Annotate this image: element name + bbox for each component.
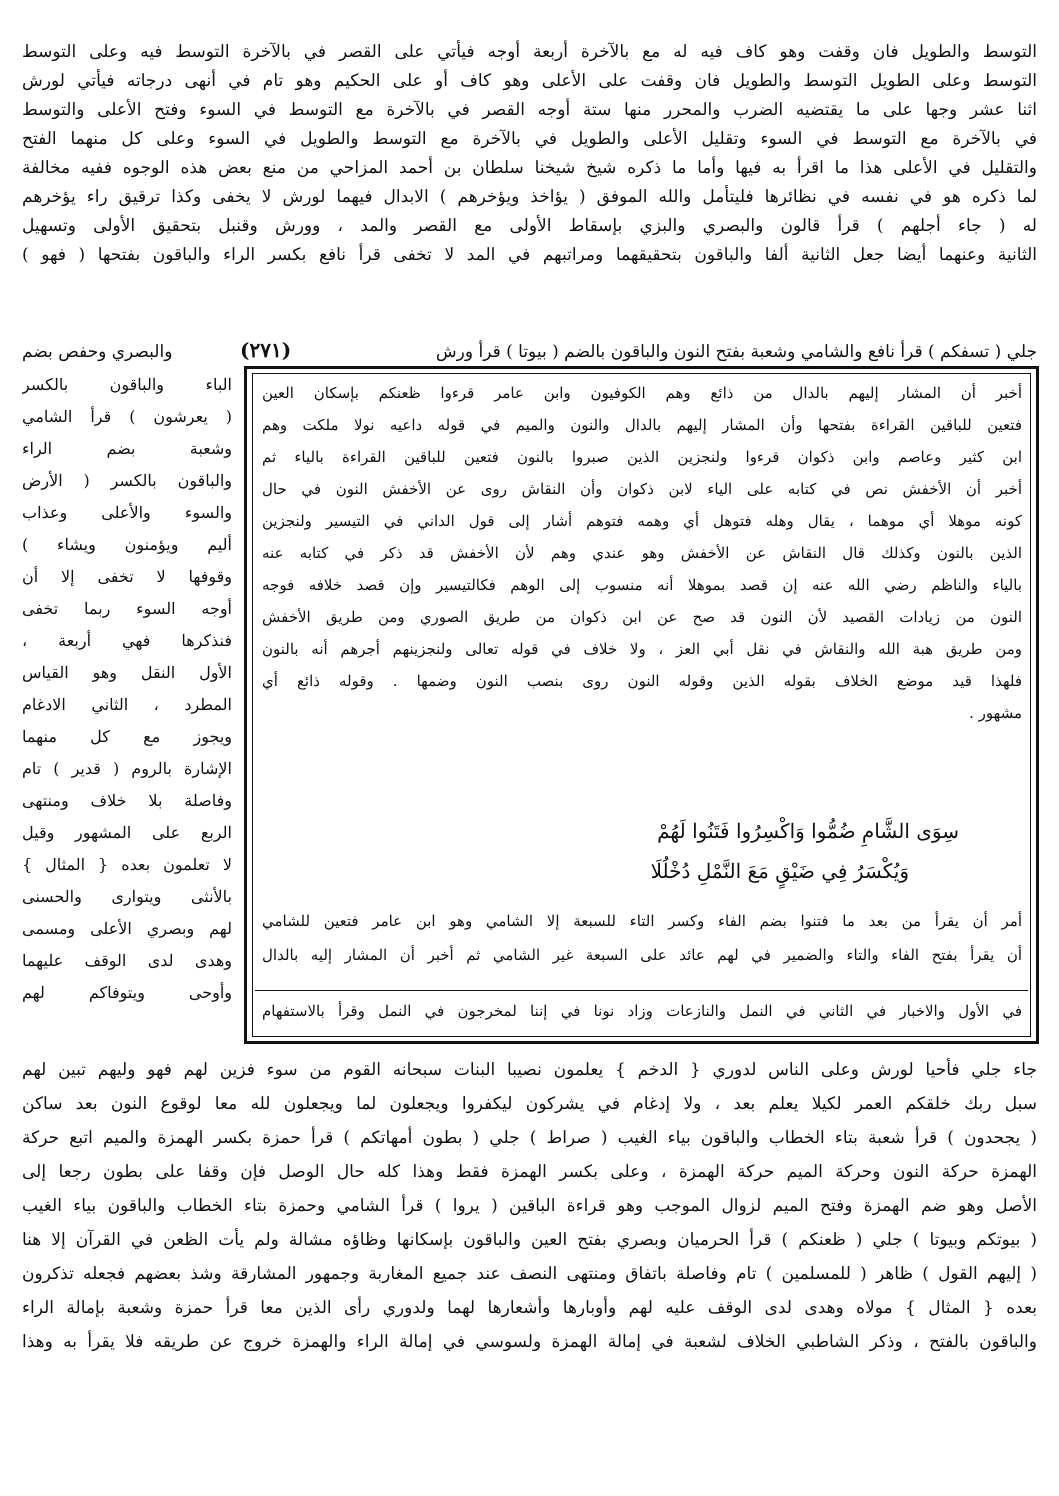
text-line: جاء جلي فأحيا لورش وعلى الناس لدوري { الدخم } يعلمون نصيبا البنات سبحانه القوم من سوء فزين لهم فهو وليهم تبين لهم (22, 1060, 1037, 1080)
poem-verse-2: وَيُكْسَرُ فِي ضَيْقٍ مَعَ النَّمْلِ دُخْلُلَا (650, 859, 909, 883)
box-divider (255, 990, 1028, 991)
box-line: كونه موهلا أي موهما ، يقال وهله فتوهل أي وهمه فتوهم أشار إلى قول الداني في التيسير ولنجزين (262, 512, 1022, 530)
side-line: بالأنثى ويتوارى والحسنى (22, 887, 232, 906)
text-line: الهمزة حركة النون وحركة الميم حركة الهمزة ، وعلى بكسر الهمزة فقط وهذا كله حال الوصل فإن وقفا على بطون رجعا إلى (22, 1162, 1037, 1182)
side-line: ويجوز مع كل منهما (22, 727, 232, 746)
page-number: (٢٧١) (240, 338, 292, 362)
side-line: أوجه السوء ربما تخفى (22, 599, 232, 618)
box-line: فتعين للباقين القراءة بفتحها وأن المشار إليهم بالدال والنون والميم في قوله داعيه نولا ملكت وهم (262, 416, 1022, 434)
box-last-line: في الأول والاخبار في الثاني في النمل والنازعات وزاد نونا في إننا لمخرجون في النمل وقرأ بالاستفهام (262, 1002, 1022, 1020)
text-line: له ( جاء أجلهم ) قرأ قالون والبصري والبزي بإسقاط الأولى مع القصر والمد ، وورش وقنبل بتحقيق الأولى وتسهيل (22, 216, 1037, 236)
side-line: وفاصلة بلا خلاف ومنتهى (22, 791, 232, 810)
box-line: أن يقرأ بفتح الفاء والتاء والضمير في لهم عائد على السبعة غير الشامي ثم أخبر أن المشار إليه بالدال (262, 946, 1022, 964)
box-line: الذين بالنون وكذلك قال النقاش عن الأخفش وهو عندي وهم لأن الأخفش قد ذكر في كتابه عنه (262, 544, 1022, 562)
text-line: ( بيوتكم وبيوتا ) جلي ( ظعنكم ) قرأ الحرميان وبصري بفتح العين والباقون بإسكانها وظاؤه مشالة ولم يأت الظعن في القرآن إلا هنا (22, 1230, 1037, 1250)
side-line: الربع على المشهور وقيل (22, 823, 232, 842)
box-line: النون من زيادات القصيد لأن النون قد صح عن ابن ذكوان من طريق الصوري ومن طريق الأخفش (262, 608, 1022, 626)
side-line: الأول النقل وهو القياس (22, 663, 232, 682)
text-line: لما ذكره هو في نفسه في نظائرها فليتأمل والله الموفق ( يؤاخذ ويؤخرهم ) الابدال فيهما لورش لا يخفى وكذا ترقيق راء يؤخرهم (22, 187, 1037, 207)
text-line: الأصل وهو ضم الهمزة وفتح الميم لزوال الموجب وهو قراءة الباقين ( يروا ) قرأ الشامي وحمزة بتاء الخطاب والباقون بياء الغيب (22, 1196, 1037, 1216)
side-line: لا تعلمون بعده { المثال } (22, 855, 232, 874)
header-left-text: والبصري وحفص بضم (22, 342, 173, 362)
box-line: ومن طريق هبة الله والنقاش في نقل أبي العز ، ولا خلاف في قوله تعالى ولنجزينهم أجرهم أنه بالنون (262, 640, 1022, 658)
box-line: أخبر أن الأخفش نص في كتابه على الياء لابن ذكوان وأن النقاش روى عن الأخفش النون في حال (262, 480, 1022, 498)
box-line: أمر أن يقرأ من بعد ما فتنوا بضم الفاء وكسر التاء للسبعة إلا الشامي وهو ابن عامر فتعين للشامي (262, 912, 1022, 930)
box-line: أخبر أن المشار إليهم بالدال من ذائع وهم الكوفيون وابن عامر قرءوا ظعنكم بإسكان العين (262, 384, 1022, 402)
side-line: وهدى لدى الوقف عليهما (22, 951, 232, 970)
text-line: الثانية وعنهما أيضا جعل الثانية ألفا والباقون بتحقيقهما ومراتبهم في المد لا تخفى قرأ نافع بكسر الراء والباقون بفتحها ( فهو ) (22, 245, 1037, 265)
poem-verse-1: سِوَى الشَّامِ ضُمُّوا وَاكْسِرُوا فَتَنُوا لَهُمْ (657, 819, 959, 843)
box-line: مشهور . (969, 704, 1022, 722)
text-line: بعده { المثال } مولاه وهدى لدى الوقف عليه لهم وأوبارها وأشعارها لهما ولدوري رأى الذين معا قرأ حمزة وشعبة بإمالة الراء (22, 1298, 1037, 1318)
text-line: والباقون بالفتح ، وذكر الشاطبي الخلاف لشعبة في إمالة الهمزة ولسوسي في إمالة الراء والهمزة خروج عن طريقه فلا يقرأ به وهذا (22, 1332, 1037, 1352)
text-line: في بالآخرة مع التوسط في السوء وتقليل الأعلى والطويل في بالآخرة مع التوسط والطويل في السوء وعلى كل منهما الفتح (22, 129, 1037, 149)
text-line: التوسط والطويل فان وقفت وهو كاف فيه له مع بالآخرة أربعة أوجه فيأتي على القصر في بالآخرة التوسط فيه وعلى التوسط (22, 42, 1037, 62)
text-line: ( يجحدون ) قرأ شعبة بتاء الخطاب والباقون بياء الغيب ( صراط ) جلي ( بطون أمهاتكم ) قرأ حمزة بكسر الهمزة والميم اتبع حركة (22, 1128, 1037, 1148)
box-line: فلهذا قيد موضع الخلاف بقوله الذين وقوله النون روى بنصب النون وضمها . وقوله ذائع أي (262, 672, 1022, 690)
text-line: التوسط وعلى الطويل التوسط والطويل فان وقفت على الأعلى وهو كاف أو على الحكيم وهو تام في أنهى درجاته فيأتي لورش (22, 71, 1037, 91)
side-line: لهم وبصري الأعلى ومسمى (22, 919, 232, 938)
text-line: سبل ربك خلقكم العمر لكيلا يعلم بعد ، ولا إدغام في يشركون ليكفروا ويجعلون لما ويجعلون لله معا لوقوع النون بعد ساكن (22, 1094, 1037, 1114)
side-line: ( يعرشون ) قرأ الشامي (22, 407, 232, 426)
header-row (22, 340, 1037, 366)
text-line: ( إليهم القول ) ظاهر ( للمسلمين ) تام وفاصلة باتفاق ومنتهى النصف عند جميع المغاربة وجمهور المشارقة وشذ بعضهم فجعله تذكرون (22, 1264, 1037, 1284)
text-line: والتقليل في الأعلى هذا ما اقرأ به فيها وأما ما ذكره شيخ شيخنا سلطان بن أحمد المزاحي من منع بعض هذه الوجوه ففيه مخالفة (22, 158, 1037, 178)
box-line: بالياء والناظم رضي الله عنه إن قصد بموهلا أنه منسوب إلى الوهم فكالتيسير وإن قصد خلافه فوجه (262, 576, 1022, 594)
text-line: اثنا عشر وجها على ما يقتضيه الضرب والمحرر منها ستة أوجه القصر في بالآخرة مع التوسط في السوء وفتح الأعلى والتوسط (22, 100, 1037, 120)
header-right-text: جلي ( تسفكم ) قرأ نافع والشامي وشعبة بفتح النون والباقون بالضم ( بيوتا ) قرأ ورش (435, 342, 1037, 362)
side-line: أليم ويؤمنون ويشاء ) (22, 535, 232, 554)
side-line: والباقون بالكسر ( الأرض (22, 471, 232, 490)
box-line: ابن كثير وعاصم وابن ذكوان قرءوا ولنجزين الذين صبروا بالنون فتعين للباقين القراءة بالياء ثم (262, 448, 1022, 466)
side-line: وأوحى ويتوفاكم لهم (22, 983, 232, 1002)
side-line: فنذكرها فهي أربعة ، (22, 631, 232, 650)
side-line: وقوفها لا تخفى إلا أن (22, 567, 232, 586)
side-line: الإشارة بالروم ( قدير ) تام (22, 759, 232, 778)
side-line: وشعبة بضم الراء (22, 439, 232, 458)
side-line: المطرد ، الثاني الادغام (22, 695, 232, 714)
side-line: والسوء والأعلى وعذاب (22, 503, 232, 522)
side-line: الباء والباقون بالكسر (22, 375, 232, 394)
